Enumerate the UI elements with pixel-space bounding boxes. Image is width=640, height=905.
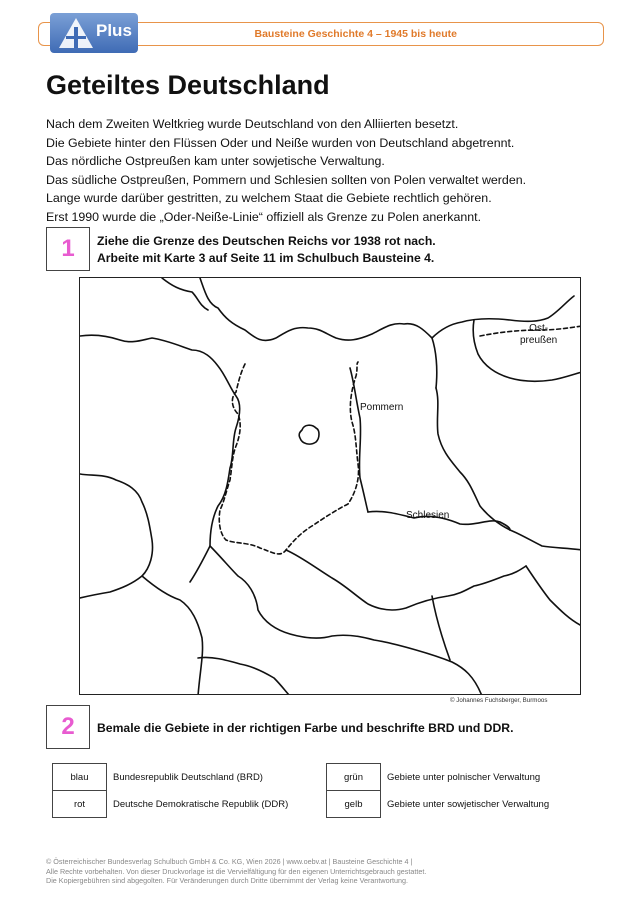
- intro-line: Das südliche Ostpreußen, Pommern und Schlesien sollten von Polen verwaltet werden.: [46, 172, 527, 187]
- dashed-zone-border: [219, 362, 358, 554]
- page-title: Geteiltes Deutschland: [46, 70, 330, 100]
- footer-line: Die Kopiergebühren sind abgegolten. Für Veränderungen durch Dritte übernimmt der Verlag keine Verantwortung.: [46, 876, 408, 885]
- task-2-number-box: 2: [46, 705, 90, 749]
- legend-description: Gebiete unter sowjetischer Verwaltung: [387, 798, 550, 810]
- legend-color-cell[interactable]: gelb: [327, 791, 381, 818]
- hungary-border: [432, 596, 450, 660]
- intro-line: Das nördliche Ostpreußen kam unter sowjetische Verwaltung.: [46, 154, 385, 168]
- southeast-border: [526, 566, 581, 626]
- legend-color-cell[interactable]: blau: [53, 764, 107, 791]
- label-ostpreussen: [520, 323, 557, 347]
- legend-row: [53, 764, 324, 791]
- switzerland-border: [198, 657, 290, 695]
- legend-color-cell[interactable]: rot: [53, 791, 107, 818]
- france-border: [142, 576, 203, 695]
- logo-text: Plus: [96, 21, 132, 40]
- intro-line: Die Gebiete hinter den Flüssen Oder und Neiße wurden von Deutschland abgetrennt.: [46, 135, 515, 150]
- task-2-instructions: Bemale die Gebiete in der richtigen Farbe und beschrifte BRD und DDR.: [97, 721, 514, 735]
- map-drawing: [80, 278, 581, 695]
- legend-color-cell[interactable]: grün: [327, 764, 381, 791]
- poland-border: [436, 388, 510, 530]
- czech-border: [286, 550, 526, 610]
- legend-row: [327, 791, 598, 818]
- plus-logo: [50, 13, 138, 53]
- task-1-line-1: Ziehe die Grenze des Deutschen Reichs vor 1938 rot nach.: [97, 234, 436, 248]
- legend-row: [53, 791, 324, 818]
- footer-line: Alle Rechte vorbehalten. Von dieser Druckvorlage ist die Vervielfältigung für den eigenen Unterrichtsgebrauch gestattet.: [46, 866, 427, 876]
- label-ostpreussen-line-1: Ost-: [529, 323, 549, 334]
- task-1-number-box: 1: [46, 227, 90, 271]
- austria-border: [210, 546, 482, 695]
- benelux-border: [80, 474, 153, 598]
- map-credit: © Johannes Fuchsberger, Burmoos: [450, 697, 548, 704]
- legend-right: [326, 763, 598, 818]
- label-pommern: Pommern: [360, 402, 404, 413]
- label-ostpreussen-line-2: preußen: [520, 335, 558, 346]
- east-border: [510, 530, 581, 550]
- intro-line: Lange wurde darüber gestritten, zu welchem Staat die Gebiete rechtlich gehören.: [46, 191, 492, 205]
- legend-left: [52, 763, 324, 818]
- germany-outline-map[interactable]: [79, 277, 581, 695]
- intro-line: Nach dem Zweiten Weltkrieg wurde Deutschland von den Alliierten besetzt.: [46, 117, 459, 131]
- legend-row: [327, 764, 598, 791]
- legend-description: Bundesrepublik Deutschland (BRD): [113, 771, 263, 783]
- west-coast: [80, 335, 240, 582]
- legend-description: Deutsche Demokratische Republik (DDR): [113, 798, 289, 810]
- intro-text: [46, 115, 606, 226]
- task-1-instructions: [97, 233, 436, 267]
- task-1-line-2: Arbeite mit Karte 3 auf Seite 11 im Schulbuch Bausteine 4.: [97, 251, 435, 265]
- berlin-outline: [299, 425, 319, 444]
- header-title: Bausteine Geschichte 4 – 1945 bis heute: [254, 28, 457, 40]
- legend-description: Gebiete unter polnischer Verwaltung: [387, 771, 541, 783]
- footer-line: © Österreichischer Bundesverlag Schulbuch GmbH & Co. KG, Wien 2026 | www.oebv.at | Bausteine Geschichte 4 |: [46, 857, 413, 866]
- northern-coastline: [200, 278, 437, 388]
- footer: [46, 857, 426, 886]
- intro-line: Erst 1990 wurde die „Oder-Neiße-Linie“ offiziell als Grenze zu Polen anerkannt.: [46, 209, 482, 224]
- triangle-logo-icon: [58, 17, 94, 49]
- label-schlesien: Schlesien: [406, 510, 450, 521]
